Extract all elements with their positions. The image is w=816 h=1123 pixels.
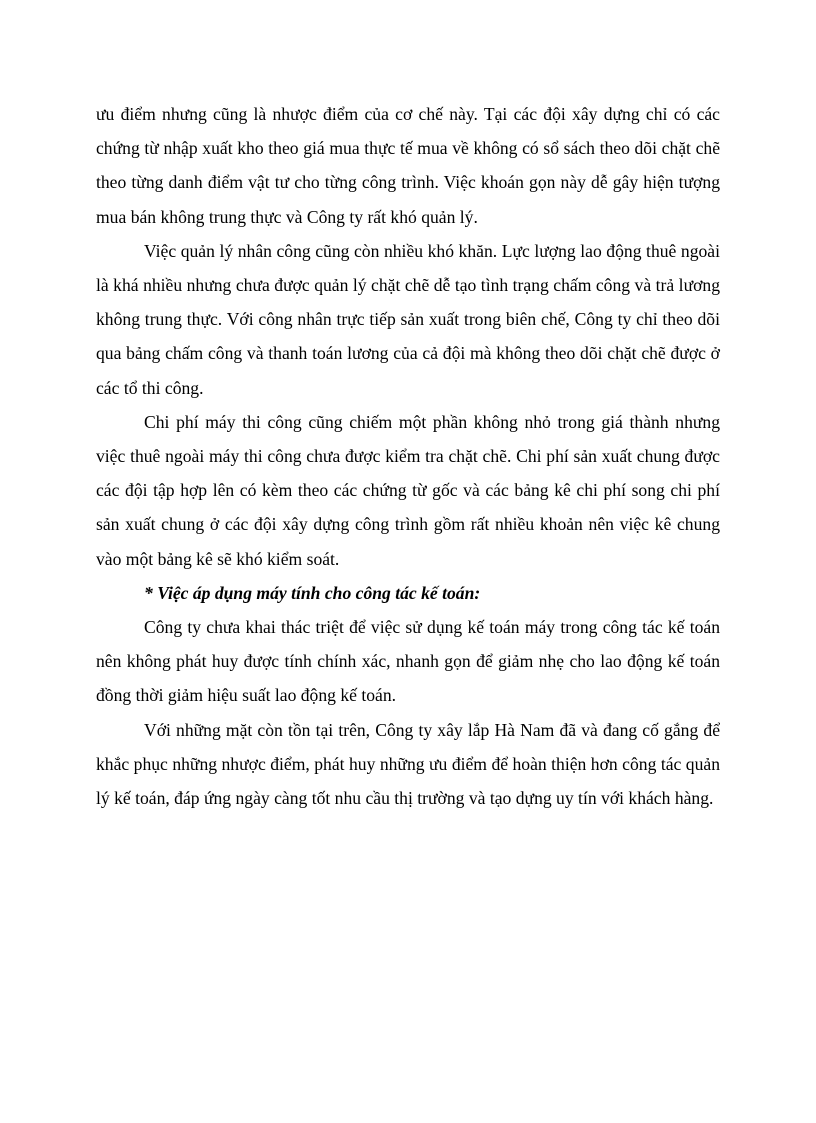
- section-heading-computer-accounting: * Việc áp dụng máy tính cho công tác kế toán:: [144, 582, 481, 603]
- paragraph-conclusion: Với những mặt còn tồn tại trên, Công ty xây lắp Hà Nam đã và đang cố gắng để khắc phục những nhược điểm, phát huy những ưu điểm để hoàn thiện hơn công tác quản lý kế toán, đáp ứng ngày càng tốt nhu cầu thị trường và tạo dựng uy tín với khách hàng.: [96, 719, 720, 809]
- paragraph-machine-costs: Chi phí máy thi công cũng chiếm một phần không nhỏ trong giá thành nhưng việc thuê ngoài máy thi công chưa được kiểm tra chặt chẽ. Chi phí sản xuất chung được các đội tập hợp lên có kèm theo các chứng từ gốc và các bảng kê chi phí song chi phí sản xuất chung ở các đội xây dựng công trình gồm rất nhiều khoản nên việc kê chung vào một bảng kê sẽ khó kiểm soát.: [96, 411, 720, 569]
- paragraph-accounting-mechanism: ưu điểm nhưng cũng là nhược điểm của cơ chế này. Tại các đội xây dựng chỉ có các chứng từ nhập xuất kho theo giá mua thực tế mua về không có sổ sách theo dõi chặt chẽ theo từng danh điểm vật tư cho từng công trình. Việc khoán gọn này dễ gây hiện tượng mua bán không trung thực và Công ty rất khó quản lý.: [96, 104, 720, 227]
- document-body: [96, 97, 720, 815]
- paragraph-accounting-software: Công ty chưa khai thác triệt để việc sử dụng kế toán máy trong công tác kế toán nên không phát huy được tính chính xác, nhanh gọn để giảm nhẹ cho lao động kế toán đồng thời giảm hiệu suất lao động kế toán.: [96, 617, 720, 706]
- paragraph-labor-management: Việc quản lý nhân công cũng còn nhiều khó khăn. Lực lượng lao động thuê ngoài là khá nhiều nhưng chưa được quản lý chặt chẽ dễ tạo tình trạng chấm công và trả lương không trung thực. Với công nhân trực tiếp sản xuất trong biên chế, Công ty chỉ theo dõi qua bảng chấm công và thanh toán lương của cả đội mà không theo dõi chặt chẽ được ở các tổ thi công.: [96, 240, 720, 398]
